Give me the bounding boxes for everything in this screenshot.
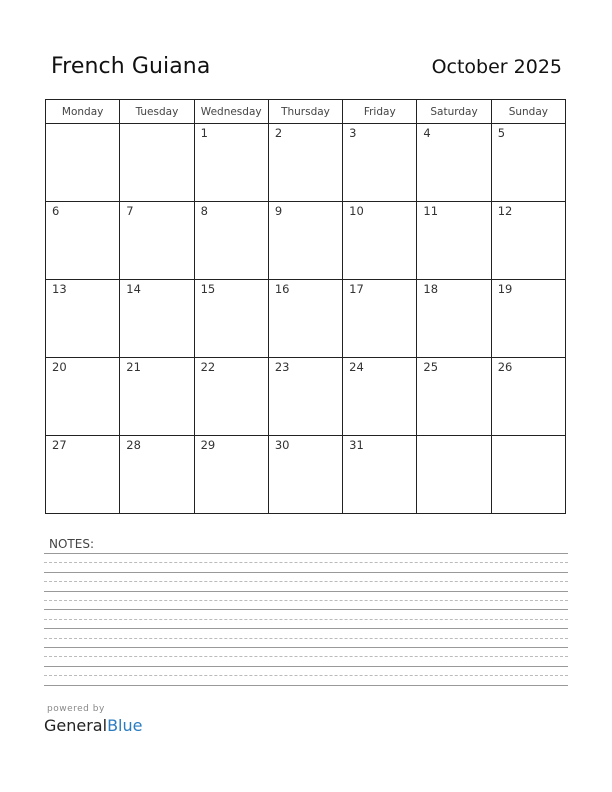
day-cell (343, 202, 417, 280)
day-number (492, 436, 565, 438)
day-cell (120, 124, 194, 202)
day-cell (343, 124, 417, 202)
day-number: 30 (274, 438, 290, 452)
day-cell (343, 436, 417, 514)
day-number: 29 (200, 438, 216, 452)
day-cell (491, 124, 565, 202)
day-number (46, 124, 119, 126)
day-number: 17 (349, 282, 364, 296)
day-cell (417, 358, 491, 436)
week-row (46, 202, 566, 280)
calendar-month-title: October 2025 (431, 56, 562, 78)
day-number: 25 (423, 360, 439, 374)
day-cell (417, 280, 491, 358)
day-cell (46, 358, 120, 436)
day-cell (120, 280, 194, 358)
day-number: 2 (274, 126, 283, 140)
notes-line (44, 553, 568, 554)
day-cell (491, 280, 565, 358)
day-number: 18 (423, 282, 439, 296)
day-number: 6 (52, 204, 60, 218)
day-cell (194, 124, 268, 202)
notes-guide-line (44, 656, 568, 657)
day-number: 14 (126, 282, 141, 296)
day-cell (268, 124, 342, 202)
day-number: 5 (497, 126, 506, 140)
notes-guide-line (44, 619, 568, 620)
day-number: 9 (274, 204, 283, 218)
day-number: 11 (423, 204, 439, 218)
notes-guide-line (44, 562, 568, 563)
weekday-header-row (46, 100, 566, 124)
day-cell (120, 202, 194, 280)
day-cell (46, 124, 120, 202)
day-cell (46, 436, 120, 514)
notes-line (44, 609, 568, 610)
day-cell (417, 124, 491, 202)
day-cell (46, 202, 120, 280)
day-number (417, 436, 490, 438)
weekday-header: Tuesday (120, 100, 194, 124)
notes-line (44, 666, 568, 667)
day-cell (417, 202, 491, 280)
logo-blue-text: Blue (107, 716, 143, 735)
day-number: 12 (497, 204, 513, 218)
weekday-header: Monday (46, 100, 120, 124)
day-cell (194, 202, 268, 280)
day-cell (194, 280, 268, 358)
day-cell (417, 436, 491, 514)
day-cell (194, 358, 268, 436)
week-row (46, 436, 566, 514)
week-row (46, 358, 566, 436)
day-number: 3 (349, 126, 357, 140)
day-cell (194, 436, 268, 514)
weekday-header: Wednesday (194, 100, 268, 124)
week-row (46, 280, 566, 358)
day-number: 8 (200, 204, 208, 218)
day-cell (268, 280, 342, 358)
day-number: 1 (200, 126, 208, 140)
month-calendar-grid (45, 99, 566, 514)
day-number: 26 (497, 360, 513, 374)
notes-label: NOTES: (49, 537, 94, 551)
calendar-country-title: French Guiana (51, 54, 211, 79)
notes-guide-line (44, 638, 568, 639)
day-number: 28 (126, 438, 141, 452)
notes-line (44, 628, 568, 629)
day-number: 21 (126, 360, 141, 374)
generalblue-logo (44, 716, 142, 735)
day-number: 31 (349, 438, 364, 452)
notes-line (44, 572, 568, 573)
day-cell (268, 358, 342, 436)
day-cell (491, 436, 565, 514)
day-number: 19 (497, 282, 513, 296)
notes-guide-line (44, 600, 568, 601)
day-cell (343, 358, 417, 436)
day-number: 7 (126, 204, 134, 218)
day-cell (268, 202, 342, 280)
notes-guide-line (44, 675, 568, 676)
notes-line (44, 647, 568, 648)
notes-line (44, 591, 568, 592)
day-number: 27 (52, 438, 67, 452)
day-number: 16 (274, 282, 290, 296)
day-number (120, 124, 193, 126)
powered-by-text: powered by (47, 704, 105, 714)
day-number: 20 (52, 360, 67, 374)
notes-line (44, 685, 568, 686)
weekday-header: Friday (343, 100, 417, 124)
weekday-header: Saturday (417, 100, 491, 124)
day-cell (120, 358, 194, 436)
day-number: 23 (274, 360, 290, 374)
day-number: 22 (200, 360, 216, 374)
day-number: 15 (200, 282, 216, 296)
day-cell (46, 280, 120, 358)
day-number: 4 (423, 126, 431, 140)
day-cell (268, 436, 342, 514)
day-cell (491, 358, 565, 436)
weekday-header: Sunday (491, 100, 565, 124)
weekday-header: Thursday (268, 100, 342, 124)
logo-general-text: General (44, 716, 108, 735)
day-number: 13 (52, 282, 67, 296)
day-cell (491, 202, 565, 280)
day-number: 24 (349, 360, 364, 374)
notes-guide-line (44, 581, 568, 582)
day-number: 10 (349, 204, 364, 218)
day-cell (343, 280, 417, 358)
day-cell (120, 436, 194, 514)
week-row (46, 124, 566, 202)
